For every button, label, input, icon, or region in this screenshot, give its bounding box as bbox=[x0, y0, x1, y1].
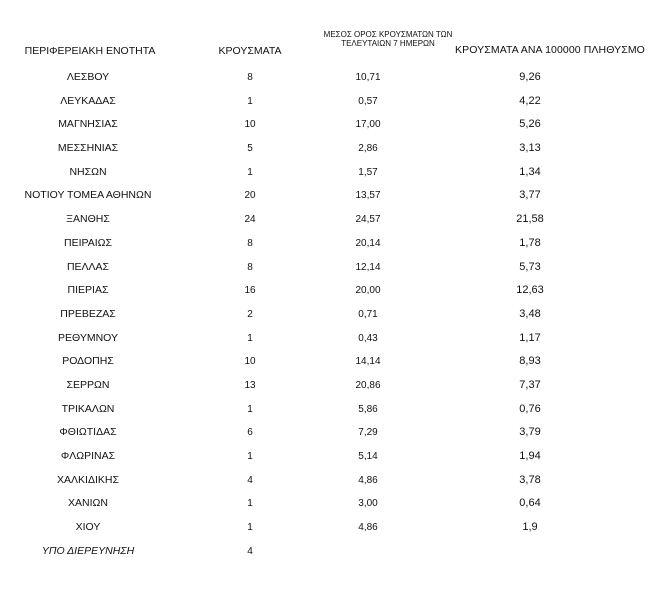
header-region: ΠΕΡΙΦΕΡΕΙΑΚΗ ΕΝΟΤΗΤΑ bbox=[24, 45, 156, 57]
table-row bbox=[0, 540, 650, 564]
avg7-cell: 5,86 bbox=[358, 403, 378, 415]
region-cell: ΝΟΤΙΟΥ ΤΟΜΕΑ ΑΘΗΝΩΝ bbox=[24, 189, 152, 202]
table-row bbox=[0, 161, 650, 185]
table-row bbox=[0, 279, 650, 303]
per100k-cell: 4,22 bbox=[519, 94, 541, 107]
region-cell: ΛΕΣΒΟΥ bbox=[66, 71, 110, 83]
table-row bbox=[0, 445, 650, 469]
table-row bbox=[0, 137, 650, 161]
cases-cell: 1 bbox=[247, 95, 253, 107]
avg7-cell: 5,14 bbox=[358, 451, 378, 462]
avg7-cell: 20,86 bbox=[355, 379, 381, 391]
per100k-cell: 0,64 bbox=[519, 497, 541, 510]
region-cell: ΦΛΩΡΙΝΑΣ bbox=[60, 450, 116, 462]
cases-cell: 8 bbox=[247, 237, 253, 249]
per100k-cell: 1,17 bbox=[519, 331, 541, 344]
cases-cell: 4 bbox=[247, 545, 253, 557]
table-row bbox=[0, 303, 650, 327]
avg7-cell: 0,71 bbox=[358, 308, 378, 320]
cases-cell: 6 bbox=[247, 427, 253, 439]
cases-cell: 4 bbox=[247, 474, 253, 486]
region-cell: ΦΘΙΩΤΙΔΑΣ bbox=[59, 426, 117, 439]
avg7-cell: 3,00 bbox=[358, 498, 378, 510]
per100k-cell: 3,77 bbox=[519, 189, 541, 202]
avg7-cell bbox=[318, 540, 418, 564]
per100k-cell: 3,13 bbox=[519, 142, 541, 155]
per100k-cell: 8,93 bbox=[519, 355, 541, 368]
region-cell: ΤΡΙΚΑΛΩΝ bbox=[61, 402, 115, 415]
table-row bbox=[0, 113, 650, 137]
cases-cell: 8 bbox=[247, 261, 253, 273]
avg7-cell: 1,57 bbox=[358, 166, 378, 178]
region-cell: ΞΑΝΘΗΣ bbox=[66, 213, 110, 226]
avg7-cell: 17,00 bbox=[355, 119, 381, 131]
avg7-cell: 24,57 bbox=[355, 214, 381, 226]
table-row bbox=[0, 208, 650, 232]
per100k-cell: 5,26 bbox=[519, 118, 541, 131]
region-cell: ΧΑΝΙΩΝ bbox=[68, 497, 108, 510]
per100k-cell: 3,79 bbox=[519, 426, 541, 439]
header-cases: ΚΡΟΥΣΜΑΤΑ bbox=[218, 45, 282, 57]
cases-cell: 1 bbox=[247, 498, 253, 510]
per100k-cell: 9,26 bbox=[519, 71, 541, 83]
avg7-cell: 4,86 bbox=[358, 522, 378, 534]
table-row bbox=[0, 90, 650, 114]
per100k-cell: 1,94 bbox=[519, 450, 541, 462]
table-row bbox=[0, 66, 650, 90]
cases-cell: 1 bbox=[247, 332, 253, 344]
cases-cell: 8 bbox=[247, 72, 253, 83]
per100k-cell: 12,63 bbox=[516, 284, 544, 297]
per100k-cell: 1,9 bbox=[522, 521, 538, 534]
table-row bbox=[0, 398, 650, 422]
region-cell: ΠΙΕΡΙΑΣ bbox=[67, 284, 109, 297]
avg7-cell: 13,57 bbox=[355, 190, 381, 202]
table-body bbox=[0, 66, 650, 563]
cases-cell: 20 bbox=[244, 190, 256, 202]
per100k-cell: 3,48 bbox=[519, 307, 541, 320]
avg7-cell: 20,14 bbox=[355, 237, 381, 249]
table-row bbox=[0, 469, 650, 493]
table-row bbox=[0, 492, 650, 516]
table-row bbox=[0, 256, 650, 280]
avg7-cell: 12,14 bbox=[355, 261, 381, 273]
cases-cell: 10 bbox=[244, 356, 256, 368]
cases-cell: 13 bbox=[244, 379, 256, 391]
region-cell: ΡΟΔΟΠΗΣ bbox=[62, 355, 114, 368]
region-cell: ΜΑΓΝΗΣΙΑΣ bbox=[58, 118, 118, 131]
cases-cell: 1 bbox=[247, 166, 253, 178]
per100k-cell: 1,78 bbox=[519, 236, 541, 249]
per100k-cell: 3,78 bbox=[519, 473, 541, 486]
cases-cell: 10 bbox=[244, 119, 256, 131]
avg7-cell: 20,00 bbox=[355, 285, 381, 297]
header-per100k: ΚΡΟΥΣΜΑΤΑ ΑΝΑ 100000 ΠΛΗΘΥΣΜΟ bbox=[455, 44, 645, 56]
per100k-cell bbox=[490, 540, 570, 564]
per100k-cell: 21,58 bbox=[516, 213, 544, 226]
region-cell: ΛΕΥΚΑΔΑΣ bbox=[60, 94, 116, 107]
avg7-cell: 7,29 bbox=[358, 427, 378, 439]
cases-cell: 1 bbox=[247, 451, 253, 462]
region-cell: ΣΕΡΡΩΝ bbox=[66, 378, 110, 391]
region-cell: ΥΠΟ ΔΙΕΡΕΥΝΗΣΗ bbox=[41, 544, 135, 557]
region-cell: ΡΕΘΥΜΝΟΥ bbox=[57, 331, 118, 344]
region-cell: ΠΡΕΒΕΖΑΣ bbox=[60, 307, 116, 320]
avg7-cell: 4,86 bbox=[358, 474, 378, 486]
table-row bbox=[0, 184, 650, 208]
region-cell: ΧΙΟΥ bbox=[75, 521, 101, 534]
cases-cell: 16 bbox=[244, 285, 256, 297]
table-row bbox=[0, 232, 650, 256]
avg7-cell: 2,86 bbox=[358, 143, 378, 155]
avg7-cell: 0,57 bbox=[358, 95, 378, 107]
per100k-cell: 7,37 bbox=[519, 378, 541, 391]
region-cell: ΠΕΛΛΑΣ bbox=[66, 260, 110, 273]
avg7-cell: 0,43 bbox=[358, 332, 378, 344]
header-avg7-line2: ΤΕΛΕΥΤΑΙΩΝ 7 ΗΜΕΡΩΝ bbox=[341, 39, 435, 49]
table-row bbox=[0, 350, 650, 374]
cases-cell: 24 bbox=[244, 214, 256, 226]
avg7-cell: 14,14 bbox=[355, 356, 381, 368]
cases-cell: 2 bbox=[247, 308, 253, 320]
region-cell: ΧΑΛΚΙΔΙΚΗΣ bbox=[57, 473, 119, 486]
region-cell: ΠΕΙΡΑΙΩΣ bbox=[64, 236, 112, 249]
table-row bbox=[0, 516, 650, 540]
header-avg7-line1: ΜΕΣΟΣ ΟΡΟΣ ΚΡΟΥΣΜΑΤΩΝ ΤΩΝ bbox=[323, 30, 453, 39]
cases-cell: 1 bbox=[247, 522, 253, 534]
cases-cell: 1 bbox=[247, 403, 253, 415]
table-row bbox=[0, 421, 650, 445]
per100k-cell: 1,34 bbox=[519, 165, 541, 178]
table-header bbox=[0, 28, 650, 62]
per100k-cell: 5,73 bbox=[519, 260, 541, 273]
table-row bbox=[0, 374, 650, 398]
per100k-cell: 0,76 bbox=[519, 402, 541, 415]
region-cell: ΜΕΣΣΗΝΙΑΣ bbox=[57, 142, 119, 155]
avg7-cell: 10,71 bbox=[355, 72, 381, 83]
region-cell: ΝΗΣΩΝ bbox=[69, 165, 107, 178]
cases-cell: 5 bbox=[247, 143, 253, 155]
table-row bbox=[0, 327, 650, 351]
